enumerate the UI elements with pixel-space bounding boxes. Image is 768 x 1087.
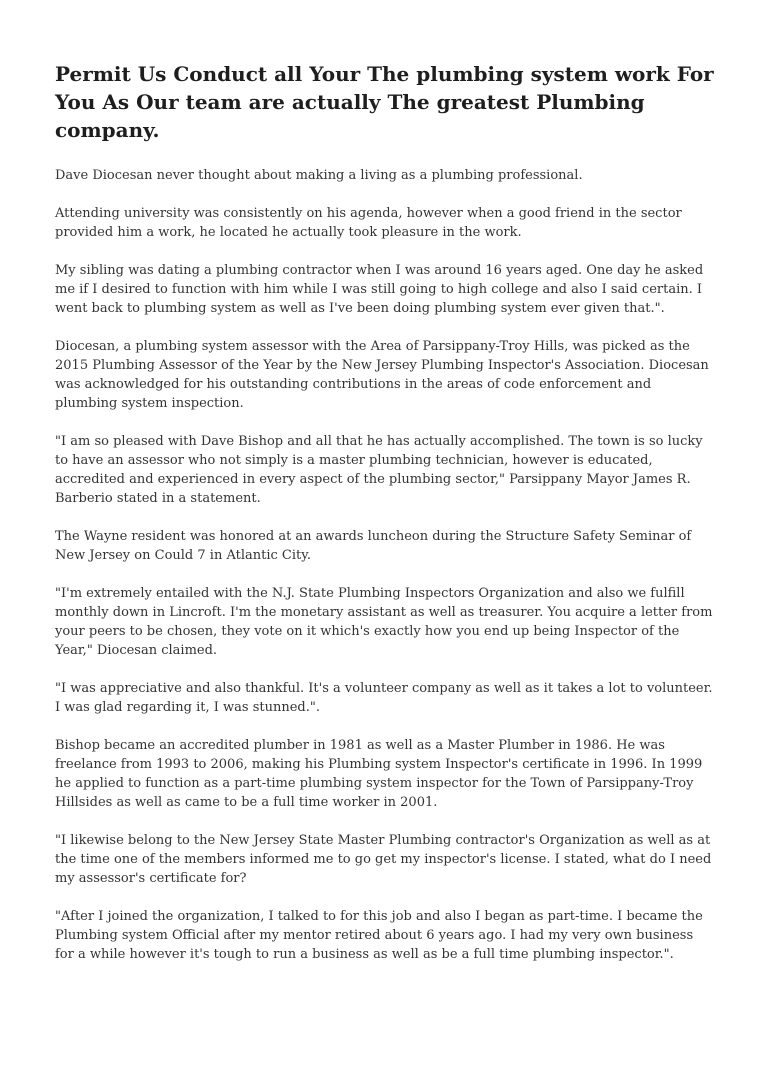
paragraph: Bishop became an accredited plumber in 1981 as well as a Master Plumber in 1986. He was freelance from 1993 to 2006, making his Plumbing system Inspector's certificate in 1996. In 1999 he applied to function as a part-time plumbing system inspector for the Town of Parsippany-Troy Hillsides as well as came to be a full time worker in 2001.: [55, 738, 703, 810]
document-page: [55, 60, 715, 983]
paragraph: "I likewise belong to the New Jersey State Master Plumbing contractor's Organization as well as at the time one of the members informed me to go get my inspector's license. I stated, what do I need my assessor's certificate for?: [55, 833, 712, 886]
paragraph: The Wayne resident was honored at an awards luncheon during the Structure Safety Seminar of New Jersey on Could 7 in Atlantic City.: [55, 529, 692, 563]
paragraph: Dave Diocesan never thought about making a living as a plumbing professional.: [55, 168, 583, 183]
paragraph: "I am so pleased with Dave Bishop and all that he has actually accomplished. The town is so lucky to have an assessor who not simply is a master plumbing technician, however is educated, accredited and experienced in every aspect of the plumbing sector," Parsippany Mayor James R. Barberio stated in a statement.: [55, 434, 703, 506]
document-title: Permit Us Conduct all Your The plumbing system work For You As Our team are actually The greatest Plumbing company.: [55, 62, 714, 142]
paragraph: "After I joined the organization, I talked to for this job and also I began as part-time. I became the Plumbing system Official after my mentor retired about 6 years ago. I had my very own business for a while however it's tough to run a business as well as be a full time plumbing inspector.".: [55, 909, 703, 962]
paragraph: "I was appreciative and also thankful. It's a volunteer company as well as it takes a lot to volunteer. I was glad regarding it, I was stunned.".: [55, 681, 713, 715]
paragraph: My sibling was dating a plumbing contractor when I was around 16 years aged. One day he asked me if I desired to function with him while I was still going to high college and also I said certain. I went back to plumbing system as well as I've been doing plumbing system ever given that.".: [55, 263, 704, 316]
paragraph: Diocesan, a plumbing system assessor with the Area of Parsippany-Troy Hills, was picked as the 2015 Plumbing Assessor of the Year by the New Jersey Plumbing Inspector's Association. Diocesan was acknowledged for his outstanding contributions in the areas of code enforcement and plumbing system inspection.: [55, 339, 709, 411]
paragraph: Attending university was consistently on his agenda, however when a good friend in the sector provided him a work, he located he actually took pleasure in the work.: [55, 206, 682, 240]
paragraph: "I'm extremely entailed with the N.J. State Plumbing Inspectors Organization and also we fulfill monthly down in Lincroft. I'm the monetary assistant as well as treasurer. You acquire a letter from your peers to be chosen, they vote on it which's exactly how you end up being Inspector of the Year," Diocesan claimed.: [55, 586, 713, 658]
